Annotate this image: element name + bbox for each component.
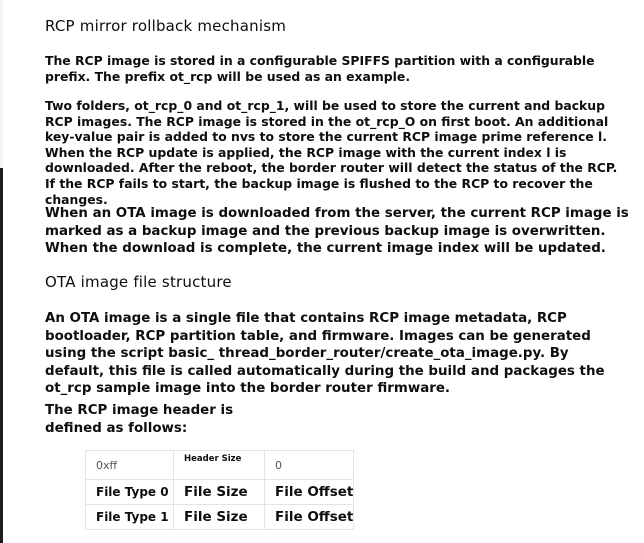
table-row xyxy=(86,505,354,530)
section-heading-ota: OTA image file structure xyxy=(45,273,232,291)
table-cell: 0 xyxy=(265,451,354,480)
table-cell: File Size xyxy=(174,505,265,530)
ota-paragraph-1: An OTA image is a single file that contains RCP image metadata, RCP bootloader, RCP partition table, and firmware. Images can be generated using the script basic_ thread_border_router/create_ota_image.py. By default, this file is called automatically during the build and packages the ot_rcp sample image into the border router firmware. xyxy=(45,311,605,396)
table-cell: 0xff xyxy=(86,451,174,480)
table-cell: Header Size xyxy=(174,451,265,480)
rollback-paragraph-3: When an OTA image is downloaded from the server, the current RCP image is marked as a backup image and the previous backup image is overwritten. When the download is complete, the current image index will be updated. xyxy=(45,206,629,256)
rcp-header-table xyxy=(85,450,354,530)
left-rail-scroll-track xyxy=(0,168,3,543)
table-cell: File Size xyxy=(174,480,265,505)
table-cell: File Type 1 xyxy=(86,505,174,530)
table-cell: File Offset xyxy=(265,505,354,530)
rollback-paragraph-2: Two folders, ot_rcp_0 and ot_rcp_1, will be used to store the current and backup RCP images. The RCP image is stored in the ot_rcp_O on first boot. An additional key-value pair is added to nvs to store the current RCP image prime reference l. When the RCP update is applied, the RCP image with the current index l is downloaded. After the reboot, the border router will detect the status of the RCP. If the RCP fails to start, the backup image is flushed to the RCP to recover the changes. xyxy=(45,98,618,207)
rollback-paragraph-1: The RCP image is stored in a configurable SPIFFS partition with a configurable prefix. The prefix ot_rcp will be used as an example. xyxy=(45,53,595,84)
table-cell: File Type 0 xyxy=(86,480,174,505)
table-cell: File Offset xyxy=(265,480,354,505)
ota-paragraph-2: The RCP image header is defined as follows: xyxy=(45,403,234,436)
table-row xyxy=(86,480,354,505)
table-row xyxy=(86,451,354,480)
section-heading-rollback: RCP mirror rollback mechanism xyxy=(45,17,287,35)
